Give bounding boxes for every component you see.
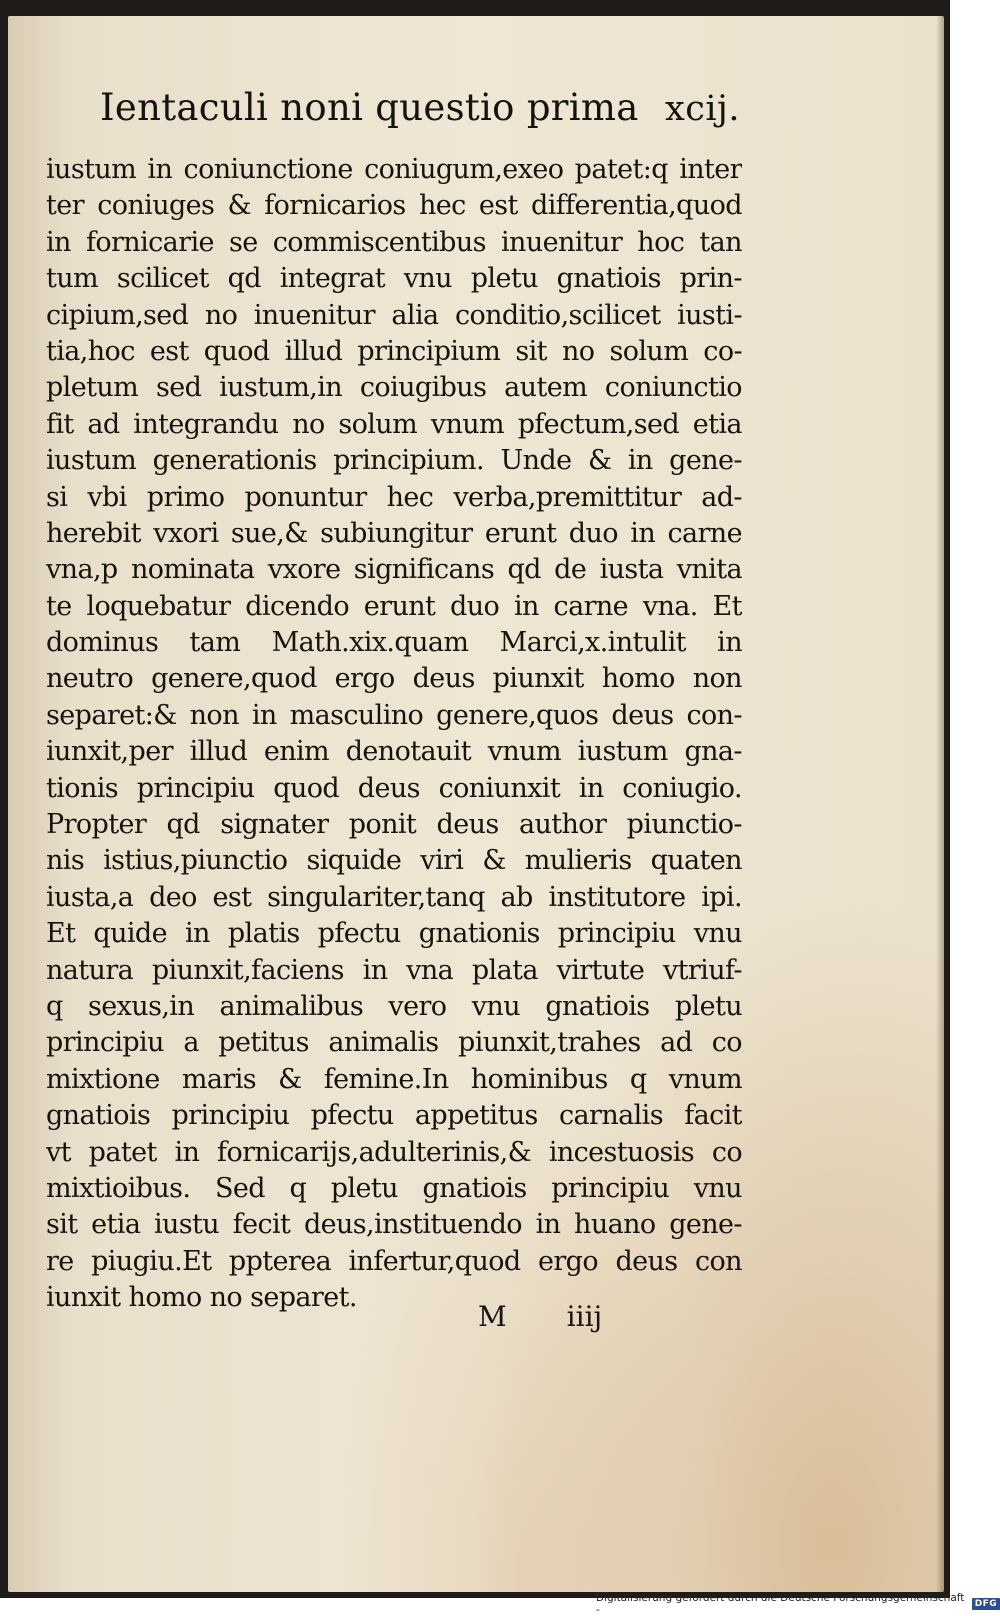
- text-word: coniunctione: [183, 154, 353, 185]
- text-word: q: [289, 1172, 307, 1204]
- text-word: etia: [692, 408, 742, 440]
- text-word: illud: [189, 736, 248, 768]
- text-word: scilicet: [116, 263, 209, 295]
- text-word: gnatiois: [422, 1172, 527, 1204]
- dfg-logo: DFG: [972, 1598, 1000, 1610]
- text-line: [46, 225, 742, 261]
- text-word: Sed: [214, 1172, 265, 1204]
- text-word: facit: [684, 1100, 742, 1132]
- text-word: te: [46, 590, 72, 622]
- text-word: qd: [227, 263, 261, 295]
- text-word: pletum: [46, 372, 139, 404]
- text-word: tia,hoc: [46, 335, 135, 367]
- text-line: [46, 843, 742, 879]
- text-line: [46, 1171, 742, 1207]
- text-word: ad: [87, 408, 120, 440]
- text-word: sit: [515, 335, 547, 367]
- text-word: deus: [611, 699, 674, 731]
- text-word: loquebatur: [86, 590, 231, 622]
- text-word: sue,&: [230, 517, 308, 549]
- text-word: se: [228, 226, 258, 258]
- text-word: principiu: [557, 918, 676, 950]
- text-word: est: [149, 335, 189, 367]
- text-word: herebit: [46, 517, 141, 549]
- signature-letter: M: [478, 1300, 507, 1333]
- text-word: gene-: [669, 445, 742, 477]
- text-word: patet: [88, 1136, 157, 1168]
- text-word: deus: [357, 772, 420, 804]
- text-word: istius,piunctio: [103, 845, 288, 877]
- text-word: vnita: [676, 554, 742, 586]
- text-word: si: [46, 481, 68, 513]
- text-word: masculino: [289, 699, 424, 731]
- page-edge-shadow: [936, 16, 944, 1592]
- text-word: piunxit,faciens: [151, 954, 344, 986]
- text-word: institutore: [548, 881, 686, 913]
- text-word: fit: [46, 408, 74, 440]
- text-word: deus: [615, 1245, 678, 1277]
- text-word: homo: [128, 1282, 202, 1314]
- text-word: virtute: [556, 954, 645, 986]
- text-word: Marci,x.intulit: [499, 627, 686, 659]
- text-word: Math.xix.quam: [271, 627, 469, 659]
- text-word: significans: [353, 554, 495, 586]
- text-word: iusta,a: [46, 881, 134, 913]
- text-line: [46, 953, 742, 989]
- text-word: vnu: [471, 990, 520, 1022]
- text-word: pfectu: [317, 918, 401, 950]
- text-word: carnalis: [559, 1100, 663, 1132]
- text-word: q: [46, 990, 63, 1022]
- text-word: differentia,quod: [531, 190, 742, 222]
- text-word: inuenitur: [253, 299, 375, 331]
- header-title: Ientaculi noni questio prima: [100, 86, 639, 129]
- text-word: vnum: [668, 1063, 742, 1095]
- text-word: ipi.: [701, 881, 742, 913]
- text-word: quaten: [650, 845, 742, 877]
- text-word: iustum: [46, 154, 137, 185]
- text-word: &: [278, 1063, 302, 1095]
- text-word: ergo: [538, 1245, 599, 1277]
- text-word: iustum,in: [219, 372, 343, 404]
- text-word: denotauit: [345, 736, 472, 768]
- text-word: subiungitur: [320, 517, 473, 549]
- text-word: incestuosis: [548, 1136, 695, 1168]
- text-word: natura: [46, 954, 134, 986]
- text-line: [46, 698, 742, 734]
- text-word: mixtioibus.: [46, 1172, 191, 1204]
- text-word: ab: [500, 881, 533, 913]
- text-word: vnu: [693, 1172, 742, 1204]
- text-word: solum: [338, 408, 418, 440]
- text-word: integrandu: [133, 408, 279, 440]
- text-word: a: [183, 1027, 199, 1059]
- text-word: principiu: [551, 1172, 670, 1204]
- text-word: vxore: [267, 554, 341, 586]
- text-word: no: [209, 1282, 243, 1314]
- text-word: fecit: [232, 1209, 291, 1241]
- text-word: platis: [227, 918, 300, 950]
- text-word: genere,quos: [436, 699, 599, 731]
- text-word: vna,p: [46, 554, 118, 586]
- text-word: dicendo: [245, 590, 349, 622]
- text-word: co: [711, 1027, 742, 1059]
- text-line: [46, 152, 742, 188]
- text-word: vtriuf-: [662, 954, 742, 986]
- text-word: coniunctio: [604, 372, 742, 404]
- text-line: [46, 989, 742, 1025]
- text-word: illud: [284, 335, 343, 367]
- text-word: huano: [574, 1209, 656, 1241]
- text-word: quod: [273, 772, 340, 804]
- text-word: iusta: [599, 554, 664, 586]
- text-word: ergo: [334, 663, 395, 695]
- text-word: homo: [601, 663, 675, 695]
- text-word: singulariter,tanq: [267, 881, 485, 913]
- text-word: animalis: [328, 1027, 439, 1059]
- text-word: pfectu: [310, 1100, 394, 1132]
- text-word: de: [554, 554, 587, 586]
- text-word: ponuntur: [244, 481, 367, 513]
- text-line: [46, 480, 742, 516]
- text-line: [46, 516, 742, 552]
- text-word: hominibus: [470, 1063, 608, 1095]
- text-word: deus: [412, 663, 475, 695]
- text-word: iunxit: [46, 1282, 121, 1314]
- text-word: gnatiois: [46, 1100, 151, 1132]
- text-word: qd: [507, 554, 541, 586]
- text-word: tionis: [46, 772, 119, 804]
- text-word: duo: [450, 590, 500, 622]
- text-line: [46, 1244, 742, 1280]
- text-word: gnatiois: [545, 990, 650, 1022]
- text-line: [46, 298, 742, 334]
- text-word: viri: [420, 845, 464, 877]
- text-word: pletu: [330, 1172, 398, 1204]
- text-word: Propter: [46, 809, 147, 841]
- text-word: in: [513, 590, 539, 622]
- digitization-credit: [596, 1592, 1000, 1616]
- text-word: q: [629, 1063, 647, 1095]
- text-word: genere,quod: [151, 663, 317, 695]
- text-word: hec: [418, 190, 466, 222]
- text-word: inter: [679, 154, 742, 185]
- text-word: integrat: [279, 263, 385, 295]
- text-word: re: [46, 1245, 74, 1277]
- text-word: coniuges: [97, 190, 215, 222]
- text-word: etia: [91, 1209, 141, 1241]
- text-word: no: [292, 408, 325, 440]
- text-word: deus,instituendo: [303, 1209, 522, 1241]
- text-word: con-: [686, 699, 742, 731]
- text-word: solum: [609, 335, 689, 367]
- text-word: in: [630, 517, 656, 549]
- text-word: pletu: [674, 990, 742, 1022]
- text-word: erunt: [363, 590, 436, 622]
- text-line: [46, 1025, 742, 1061]
- text-word: principium: [357, 335, 501, 367]
- text-word: &: [482, 845, 506, 877]
- text-line: [46, 1207, 742, 1243]
- text-word: principiu: [46, 1027, 164, 1059]
- text-word: tum: [46, 263, 99, 295]
- text-word: coiugibus: [359, 372, 487, 404]
- running-header: [100, 86, 740, 150]
- text-word: iustum: [46, 445, 137, 477]
- text-word: conditio,scilicet: [454, 299, 661, 331]
- text-line: [46, 188, 742, 224]
- text-word: primo: [146, 481, 225, 513]
- text-word: tan: [699, 226, 742, 258]
- text-word: dominus: [46, 627, 159, 659]
- text-word: vnu: [403, 263, 452, 295]
- text-word: duo: [568, 517, 618, 549]
- text-word: nominata: [130, 554, 255, 586]
- text-word: coniunxit: [438, 772, 561, 804]
- text-word: appetitus: [414, 1100, 538, 1132]
- text-word: principium.: [333, 445, 484, 477]
- text-word: ter: [46, 190, 84, 222]
- text-word: non: [189, 699, 239, 731]
- text-word: vxori: [153, 517, 219, 549]
- text-word: iustu: [153, 1209, 220, 1241]
- text-word: coniugum,exeo: [364, 154, 564, 185]
- text-word: est: [478, 190, 518, 222]
- text-word: piunctio-: [626, 809, 742, 841]
- text-word: maris: [181, 1063, 257, 1095]
- text-block: [46, 152, 742, 1317]
- text-line: [46, 771, 742, 807]
- text-word: co-: [703, 335, 742, 367]
- text-line: [46, 370, 742, 406]
- text-word: carne: [553, 590, 629, 622]
- text-word: gnatiois: [556, 263, 661, 295]
- text-word: neutro: [46, 663, 134, 695]
- text-line: [46, 443, 742, 479]
- text-word: deus: [436, 809, 499, 841]
- text-word: cipium,sed: [46, 299, 189, 331]
- text-word: carne: [667, 517, 742, 549]
- text-word: commiscentibus: [272, 226, 486, 258]
- text-word: verba,premittitur: [453, 481, 682, 513]
- text-word: enim: [263, 736, 330, 768]
- text-line: [46, 734, 742, 770]
- signature-number: iiij: [566, 1300, 603, 1333]
- text-line: [46, 880, 742, 916]
- text-line: [46, 1062, 742, 1098]
- text-word: animalibus: [219, 990, 364, 1022]
- text-word: erunt: [484, 517, 557, 549]
- text-word: siquide: [306, 845, 402, 877]
- text-word: hec: [386, 481, 434, 513]
- text-line: [46, 407, 742, 443]
- text-line: [46, 807, 742, 843]
- text-line: [46, 916, 742, 952]
- credit-text: Digitalisierung gefördert durch die Deutsche Forschungsgemeinschaft -: [596, 1592, 965, 1616]
- text-word: iustum: [577, 736, 668, 768]
- text-word: qd: [166, 809, 200, 841]
- text-word: iusti-: [677, 299, 742, 331]
- text-word: fornicarios: [264, 190, 406, 222]
- text-word: vbi: [87, 481, 127, 513]
- text-word: in: [535, 1209, 561, 1241]
- text-word: no: [204, 299, 238, 331]
- text-word: separet:&: [46, 699, 177, 731]
- text-word: tam: [189, 627, 241, 659]
- text-word: ad: [660, 1027, 693, 1059]
- text-word: autem: [504, 372, 588, 404]
- text-word: sed: [155, 372, 202, 404]
- text-word: Et: [712, 590, 742, 622]
- text-word: vnum: [487, 736, 561, 768]
- text-word: infertur,quod: [348, 1245, 521, 1277]
- text-word: piunxit,trahes: [458, 1027, 641, 1059]
- text-word: fornicarie: [85, 226, 214, 258]
- text-word: principiu: [171, 1100, 290, 1132]
- text-word: vna.: [642, 590, 698, 622]
- text-word: quod: [203, 335, 270, 367]
- text-line: [46, 661, 742, 697]
- text-word: piunxit: [492, 663, 584, 695]
- text-word: in: [717, 627, 742, 659]
- text-word: mulieris: [524, 845, 632, 877]
- text-word: Et: [46, 918, 76, 950]
- text-line: [46, 261, 742, 297]
- text-word: con: [694, 1245, 742, 1277]
- text-word: sit: [46, 1209, 78, 1241]
- text-word: mixtione: [46, 1063, 160, 1095]
- text-word: alia: [391, 299, 439, 331]
- text-word: vt: [46, 1136, 71, 1168]
- text-word: author: [518, 809, 607, 841]
- text-word: nis: [46, 845, 85, 877]
- folio-number: xcij.: [664, 89, 740, 129]
- text-word: co: [711, 1136, 742, 1168]
- text-word: in: [578, 772, 604, 804]
- text-word: gnationis: [418, 918, 540, 950]
- text-word: generationis: [152, 445, 317, 477]
- text-word: hoc: [637, 226, 685, 258]
- text-word: principiu: [136, 772, 255, 804]
- text-word: deo: [149, 881, 197, 913]
- text-word: in: [46, 226, 71, 258]
- text-word: in: [627, 445, 653, 477]
- text-line: [46, 625, 742, 661]
- text-word: vnu: [693, 918, 742, 950]
- text-line: [46, 1135, 742, 1171]
- text-word: &: [227, 190, 251, 222]
- text-word: ponit: [348, 809, 417, 841]
- text-word: no: [561, 335, 595, 367]
- text-word: prin-: [679, 263, 742, 295]
- text-line: [46, 334, 742, 370]
- text-word: sexus,in: [88, 990, 195, 1022]
- text-line: [46, 1098, 742, 1134]
- text-word: in: [185, 918, 210, 950]
- text-line: [46, 589, 742, 625]
- text-word: patet:q: [574, 154, 668, 185]
- text-word: pfectum,sed: [517, 408, 680, 440]
- text-word: &: [587, 445, 612, 477]
- text-word: plata: [471, 954, 538, 986]
- text-word: in: [174, 1136, 200, 1168]
- text-word: vna: [406, 954, 454, 986]
- text-word: vnum: [430, 408, 505, 440]
- text-word: pletu: [470, 263, 538, 295]
- text-line: [46, 552, 742, 588]
- text-word: ppterea: [228, 1245, 332, 1277]
- text-word: femine.In: [323, 1063, 449, 1095]
- text-word: piugiu.Et: [91, 1245, 212, 1277]
- text-word: quide: [93, 918, 167, 950]
- text-word: gene-: [669, 1209, 742, 1241]
- text-word: in: [362, 954, 388, 986]
- text-word: est: [212, 881, 252, 913]
- text-word: signater: [220, 809, 329, 841]
- text-word: coniugio.: [622, 772, 742, 804]
- text-word: in: [147, 154, 173, 185]
- text-word: vero: [388, 990, 447, 1022]
- text-word: non: [692, 663, 742, 695]
- text-word: gna-: [684, 736, 742, 768]
- text-word: petitus: [218, 1027, 309, 1059]
- text-word: Unde: [500, 445, 572, 477]
- text-word: fornicarijs,adulterinis,&: [217, 1136, 532, 1168]
- text-word: iunxit,per: [46, 736, 173, 768]
- text-word: inuenitur: [501, 226, 623, 258]
- text-word: in: [251, 699, 277, 731]
- text-word: ad-: [701, 481, 742, 513]
- text-word: separet.: [250, 1282, 357, 1314]
- signature-mark: [478, 1300, 658, 1340]
